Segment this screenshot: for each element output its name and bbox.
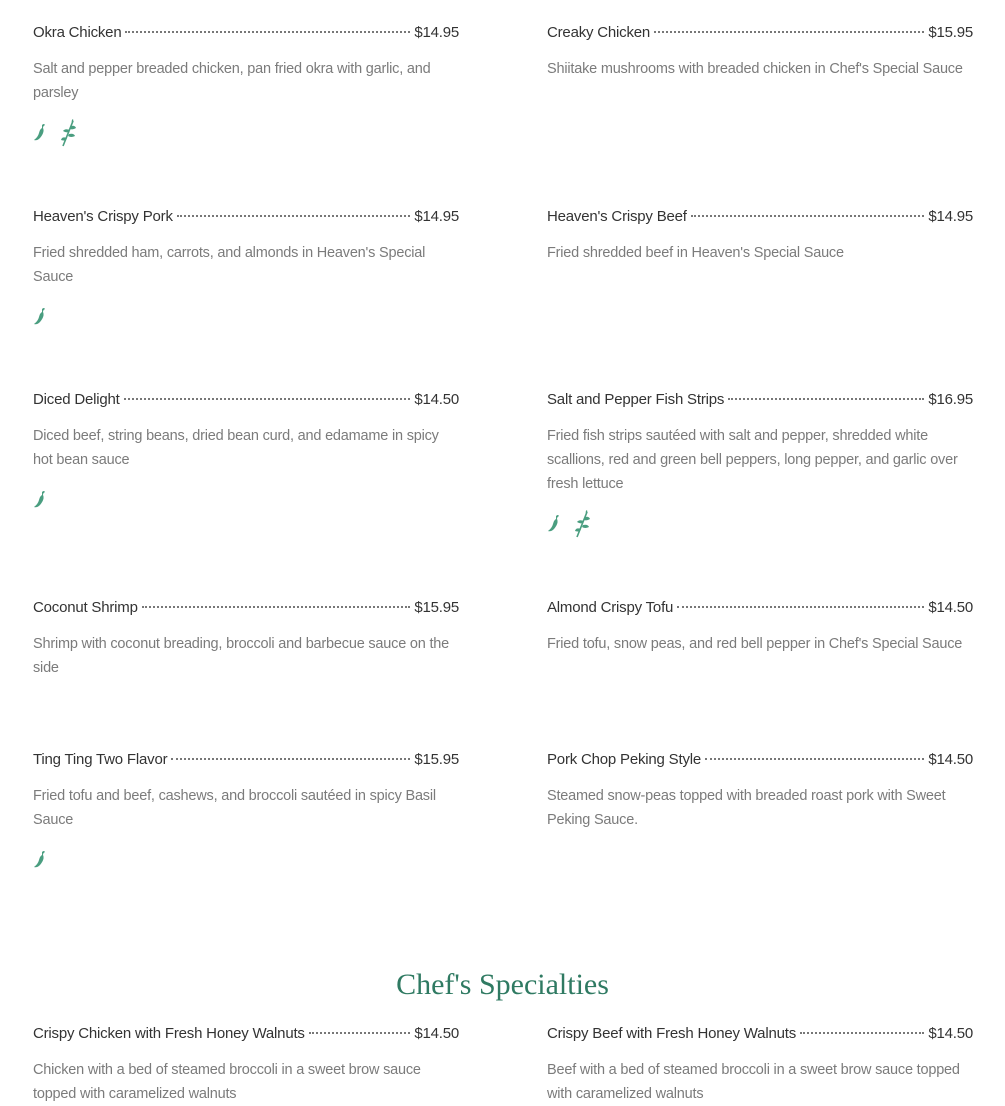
menu-item [33, 24, 459, 147]
menu-item [547, 1025, 973, 1106]
menu-item-name: Creaky Chicken [547, 24, 651, 41]
menu-item-description: Shiitake mushrooms with breaded chicken in Chef's Special Sauce [547, 61, 963, 77]
menu-item-header [33, 24, 459, 48]
dot-leader [124, 398, 411, 400]
menu-item-name: Crispy Chicken with Fresh Honey Walnuts [33, 1025, 305, 1042]
menu-item [547, 599, 973, 656]
menu-item-price: $15.95 [414, 599, 459, 616]
dietary-icons [33, 486, 459, 514]
menu-item-name: Heaven's Crispy Beef [547, 208, 687, 225]
menu-item [547, 751, 973, 832]
menu-item-description: Fried shredded ham, carrots, and almonds in Heaven's Special Sauce [33, 245, 426, 285]
dot-leader [309, 1032, 411, 1034]
menu-item-price: $15.95 [928, 24, 973, 41]
menu-item-price: $14.95 [414, 24, 459, 41]
menu-item [547, 208, 973, 265]
menu-item-description: Shrimp with coconut breading, broccoli and barbecue sauce on the side [33, 636, 450, 676]
menu-item-price: $14.50 [414, 391, 459, 408]
menu-item-name: Coconut Shrimp [33, 599, 138, 616]
menu-item [33, 751, 459, 874]
menu-item-name: Okra Chicken [33, 24, 122, 41]
menu-item-name: Heaven's Crispy Pork [33, 208, 173, 225]
menu-item-name: Pork Chop Peking Style [547, 751, 702, 768]
menu-item-header [547, 208, 973, 232]
dot-leader [125, 31, 410, 33]
chili-pepper-icon [33, 123, 47, 143]
menu-item-description: Fried tofu, snow peas, and red bell pepper in Chef's Special Sauce [547, 636, 963, 652]
menu-item-description: Diced beef, string beans, dried bean curd, and edamame in spicy hot bean sauce [33, 428, 439, 468]
menu-item-price: $16.95 [928, 391, 973, 408]
menu-item [33, 208, 459, 331]
menu-item [547, 391, 973, 538]
menu-item-name: Crispy Beef with Fresh Honey Walnuts [547, 1025, 797, 1042]
menu-item-price: $14.95 [928, 208, 973, 225]
menu-item-description: Fried shredded beef in Heaven's Special Sauce [547, 245, 844, 261]
menu-item-header [547, 391, 973, 415]
menu-item-header [33, 751, 459, 775]
menu-item-price: $14.50 [928, 751, 973, 768]
dot-leader [171, 758, 410, 760]
chili-pepper-icon [547, 514, 561, 534]
dot-leader [677, 606, 924, 608]
menu-item-name: Diced Delight [33, 391, 120, 408]
menu-item-header [33, 391, 459, 415]
menu-item-description: Chicken with a bed of steamed broccoli in a sweet brow sauce topped with caramelized walnuts [33, 1062, 421, 1102]
dietary-icons [33, 846, 459, 874]
menu-item [547, 24, 973, 81]
menu-item [33, 599, 459, 680]
dot-leader [728, 398, 924, 400]
dot-leader [654, 31, 924, 33]
menu-item-header [547, 24, 973, 48]
dot-leader [705, 758, 924, 760]
menu-item-header [33, 208, 459, 232]
menu-item-description: Steamed snow-peas topped with breaded roast pork with Sweet Peking Sauce. [547, 788, 946, 828]
dot-leader [177, 215, 411, 217]
dot-leader [142, 606, 411, 608]
menu-item-description: Fried fish strips sautéed with salt and pepper, shredded white scallions, red and green bell peppers, long pepper, and garlic over fresh lettuce [547, 428, 958, 492]
menu-item-header [547, 1025, 973, 1049]
section-title: Chef's Specialties [396, 968, 609, 1001]
menu-item [33, 1025, 459, 1106]
herb-icon [573, 510, 591, 538]
menu-item-description: Salt and pepper breaded chicken, pan fried okra with garlic, and parsley [33, 61, 431, 101]
chili-pepper-icon [33, 307, 47, 327]
menu-item-price: $14.50 [928, 599, 973, 616]
menu-item-price: $14.50 [928, 1025, 973, 1042]
chili-pepper-icon [33, 850, 47, 870]
dietary-icons [33, 119, 459, 147]
menu-item-header [33, 599, 459, 623]
dot-leader [800, 1032, 924, 1034]
herb-icon [59, 119, 77, 147]
menu-item-name: Salt and Pepper Fish Strips [547, 391, 725, 408]
dot-leader [691, 215, 925, 217]
menu-item [33, 391, 459, 514]
menu-item-price: $15.95 [414, 751, 459, 768]
menu-item-description: Fried tofu and beef, cashews, and broccoli sautéed in spicy Basil Sauce [33, 788, 436, 828]
dietary-icons [547, 510, 973, 538]
menu-item-header [33, 1025, 459, 1049]
menu-item-header [547, 599, 973, 623]
menu-item-header [547, 751, 973, 775]
chili-pepper-icon [33, 490, 47, 510]
menu-item-name: Almond Crispy Tofu [547, 599, 674, 616]
menu-item-price: $14.50 [414, 1025, 459, 1042]
menu-item-name: Ting Ting Two Flavor [33, 751, 168, 768]
dietary-icons [33, 303, 459, 331]
menu-item-description: Beef with a bed of steamed broccoli in a sweet brow sauce topped with caramelized walnuts [547, 1062, 960, 1102]
menu-item-price: $14.95 [414, 208, 459, 225]
